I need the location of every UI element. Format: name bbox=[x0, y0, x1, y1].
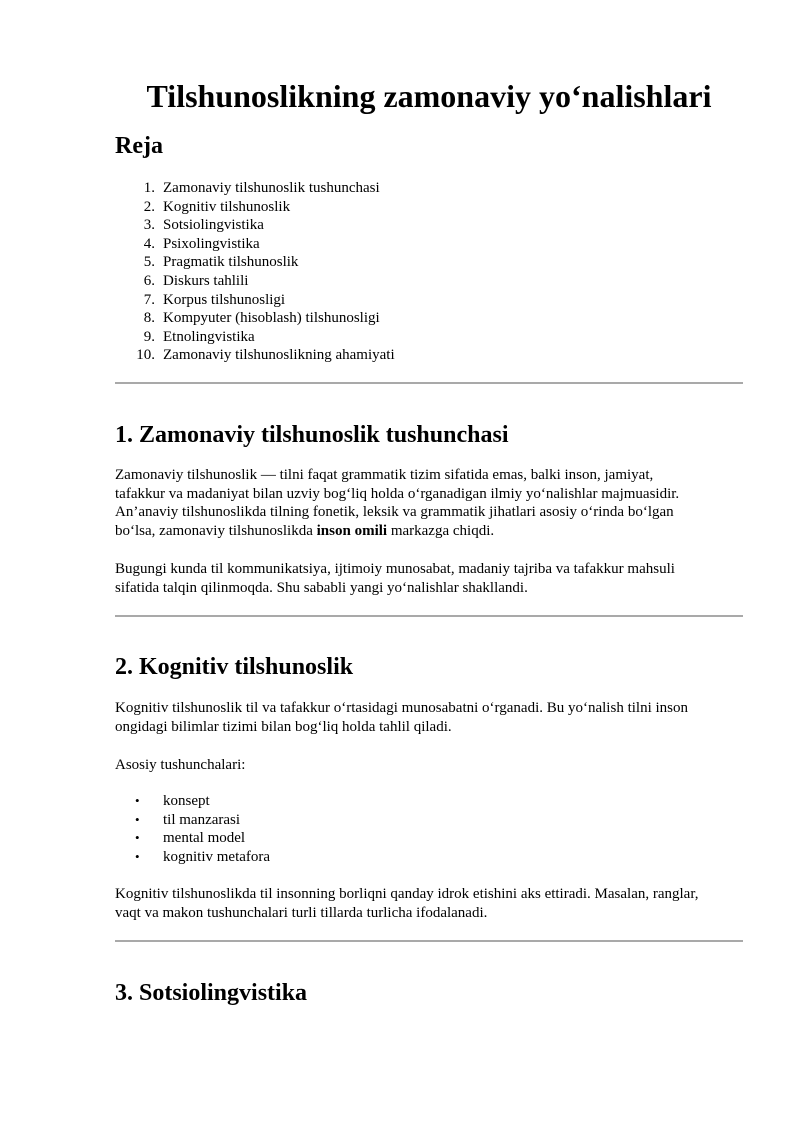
bold-term: inson omili bbox=[316, 522, 388, 539]
plan-item: 10. Zamonaviy tilshunoslikning ahamiyati bbox=[136, 347, 395, 364]
plan-item: 3. Sotsiolingvistika bbox=[143, 217, 264, 234]
section-1-paragraph-2: Bugungi kunda til kommunikatsiya, ijtimoiy munosabat, madaniy tajriba va tafakkur mahsuli sifatida talqin qilinmoqda. Shu sababli yangi yo‘nalishlar shakllandi. bbox=[115, 561, 675, 596]
concept-list bbox=[115, 792, 743, 866]
section-2-paragraph-2: Kognitiv tilshunoslikda til insonning borliqni qanday idrok etishini aks ettiradi. Masalan, ranglar, vaqt va makon tushunchalari turli tillarda turlicha ifodalanadi. bbox=[115, 886, 699, 921]
section-1-heading: 1. Zamonaviy tilshunoslik tushunchasi bbox=[115, 422, 509, 448]
plan-item: 9. Etnolingvistika bbox=[143, 328, 255, 345]
list-item: • til manzarasi bbox=[135, 811, 241, 828]
plan-item: 6. Diskurs tahlili bbox=[143, 272, 249, 289]
plan-item: 2. Kognitiv tilshunoslik bbox=[143, 198, 291, 215]
plan-item: 7. Korpus tilshunosligi bbox=[143, 291, 286, 308]
document-title: Tilshunoslikning zamonaviy yo‘nalishlari bbox=[146, 78, 712, 114]
plan-item: 4. Psixolingvistika bbox=[143, 235, 260, 252]
section-1-paragraph-1: Zamonaviy tilshunoslik — tilni faqat grammatik tizim sifatida emas, balki inson, jamiyat, tafakkur va madaniyat bilan uzviy bog‘liq holda o‘rganadigan ilmiy yo‘nalishlar majmuasidir. An’anaviy tilshunoslikda tilning fonetik, leksik va grammatik jihatlari asosiy o‘rinda bo‘lgan bo‘lsa, zamonaviy tilshunoslikda inson omili markazga chiqdi. bbox=[115, 467, 680, 539]
list-item: • mental model bbox=[135, 830, 246, 847]
section-2-heading: 2. Kognitiv tilshunoslik bbox=[115, 654, 354, 680]
plan-item: 8. Kompyuter (hisoblash) tilshunosligi bbox=[143, 310, 380, 327]
list-item: • konsept bbox=[135, 793, 210, 809]
section-2-paragraph-1: Kognitiv tilshunoslik til va tafakkur o‘rtasidagi munosabatni o‘rganadi. Bu yo‘nalish tilni inson ongidagi bilimlar tizimi bilan bog‘liq holda tahlil qiladi. bbox=[115, 700, 688, 735]
plan-list bbox=[115, 179, 743, 365]
section-3-heading: 3. Sotsiolingvistika bbox=[115, 980, 308, 1006]
horizontal-rule bbox=[115, 382, 743, 384]
section-2-intro: Asosiy tushunchalari: bbox=[115, 757, 246, 773]
horizontal-rule bbox=[115, 615, 743, 617]
plan-item: 1. Zamonaviy tilshunoslik tushunchasi bbox=[143, 180, 380, 196]
plan-heading: Reja bbox=[115, 133, 163, 159]
horizontal-rule bbox=[115, 940, 743, 942]
list-item: • kognitiv metafora bbox=[135, 848, 271, 865]
plan-item: 5. Pragmatik tilshunoslik bbox=[143, 254, 299, 271]
